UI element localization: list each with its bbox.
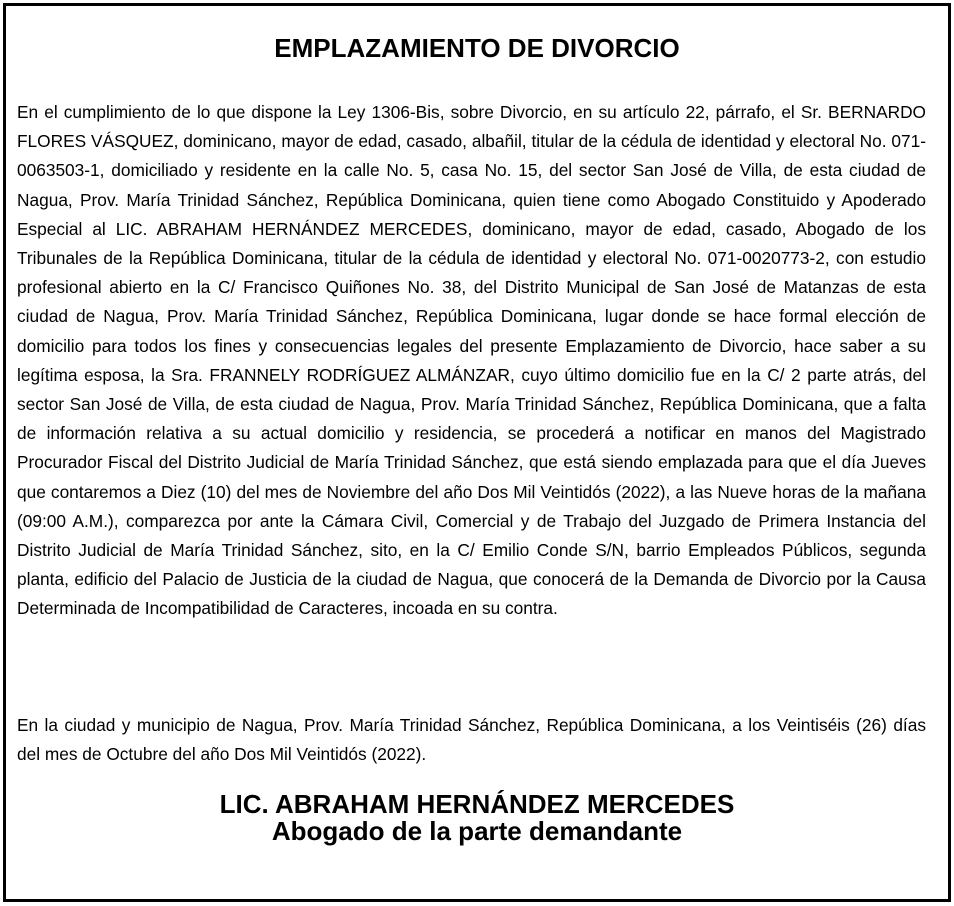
signature-name: LIC. ABRAHAM HERNÁNDEZ MERCEDES [219, 789, 735, 819]
notice-closing-paragraph: En la ciudad y municipio de Nagua, Prov. María Trinidad Sánchez, República Dominicana, a los Veintiséis (26) días del mes de Octubre del año Dos Mil Veintidós (2022). [17, 715, 926, 765]
notice-title: EMPLAZAMIENTO DE DIVORCIO [274, 33, 680, 63]
signature-role: Abogado de la parte demandante [271, 816, 683, 846]
notice-body-paragraph: En el cumplimiento de lo que dispone la Ley 1306-Bis, sobre Divorcio, en su artículo 22, párrafo, el Sr. BERNARDO FLORES VÁSQUEZ, dominicano, mayor de edad, casado, albañil, titular de la cédula de identidad y electoral No. 071-0063503-1, domiciliado y residente en la calle No. 5, casa No. 15, del sector San José de Villa, de esta ciudad de Nagua, Prov. María Trinidad Sánchez, República Dominicana, quien tiene como Abogado Constituido y Apoderado Especial al LIC. ABRAHAM HERNÁNDEZ MERCEDES, dominicano, mayor de edad, casado, Abogado de los Tribunales de la República Dominicana, titular de la cédula de identidad y electoral No. 071-0020773-2, con estudio profesional abierto en la C/ Francisco Quiñones No. 38, del Distrito Municipal de San José de Matanzas de esta ciudad de Nagua, Prov. María Trinidad Sánchez, República Dominicana, lugar donde se hace formal elección de domicilio para todos los fines y consecuencias legales del presente Emplazamiento de Divorcio, hace saber a su legítima esposa, la Sra. FRANNELY RODRÍGUEZ ALMÁNZAR, cuyo último domicilio fue en la C/ 2 parte atrás, del sector San José de Villa, de esta ciudad de Nagua, Prov. María Trinidad Sánchez, República Dominicana, que a falta de información relativa a su actual domicilio y residencia, se procederá a notificar en manos del Magistrado Procurador Fiscal del Distrito Judicial de María Trinidad Sánchez, que está siendo emplazada para que el día Jueves que contaremos a Diez (10) del mes de Noviembre del año Dos Mil Veintidós (2022), a las Nueve horas de la mañana (09:00 A.M.), comparezca por ante la Cámara Civil, Comercial y de Trabajo del Juzgado de Primera Instancia del Distrito Judicial de María Trinidad Sánchez, sito, en la C/ Emilio Conde S/N, barrio Empleados Públicos, segunda planta, edificio del Palacio de Justicia de la ciudad de Nagua, que conocerá de la Demanda de Divorcio por la Causa Determinada de Incompatibilidad de Caracteres, incoada en su contra. [17, 102, 926, 619]
